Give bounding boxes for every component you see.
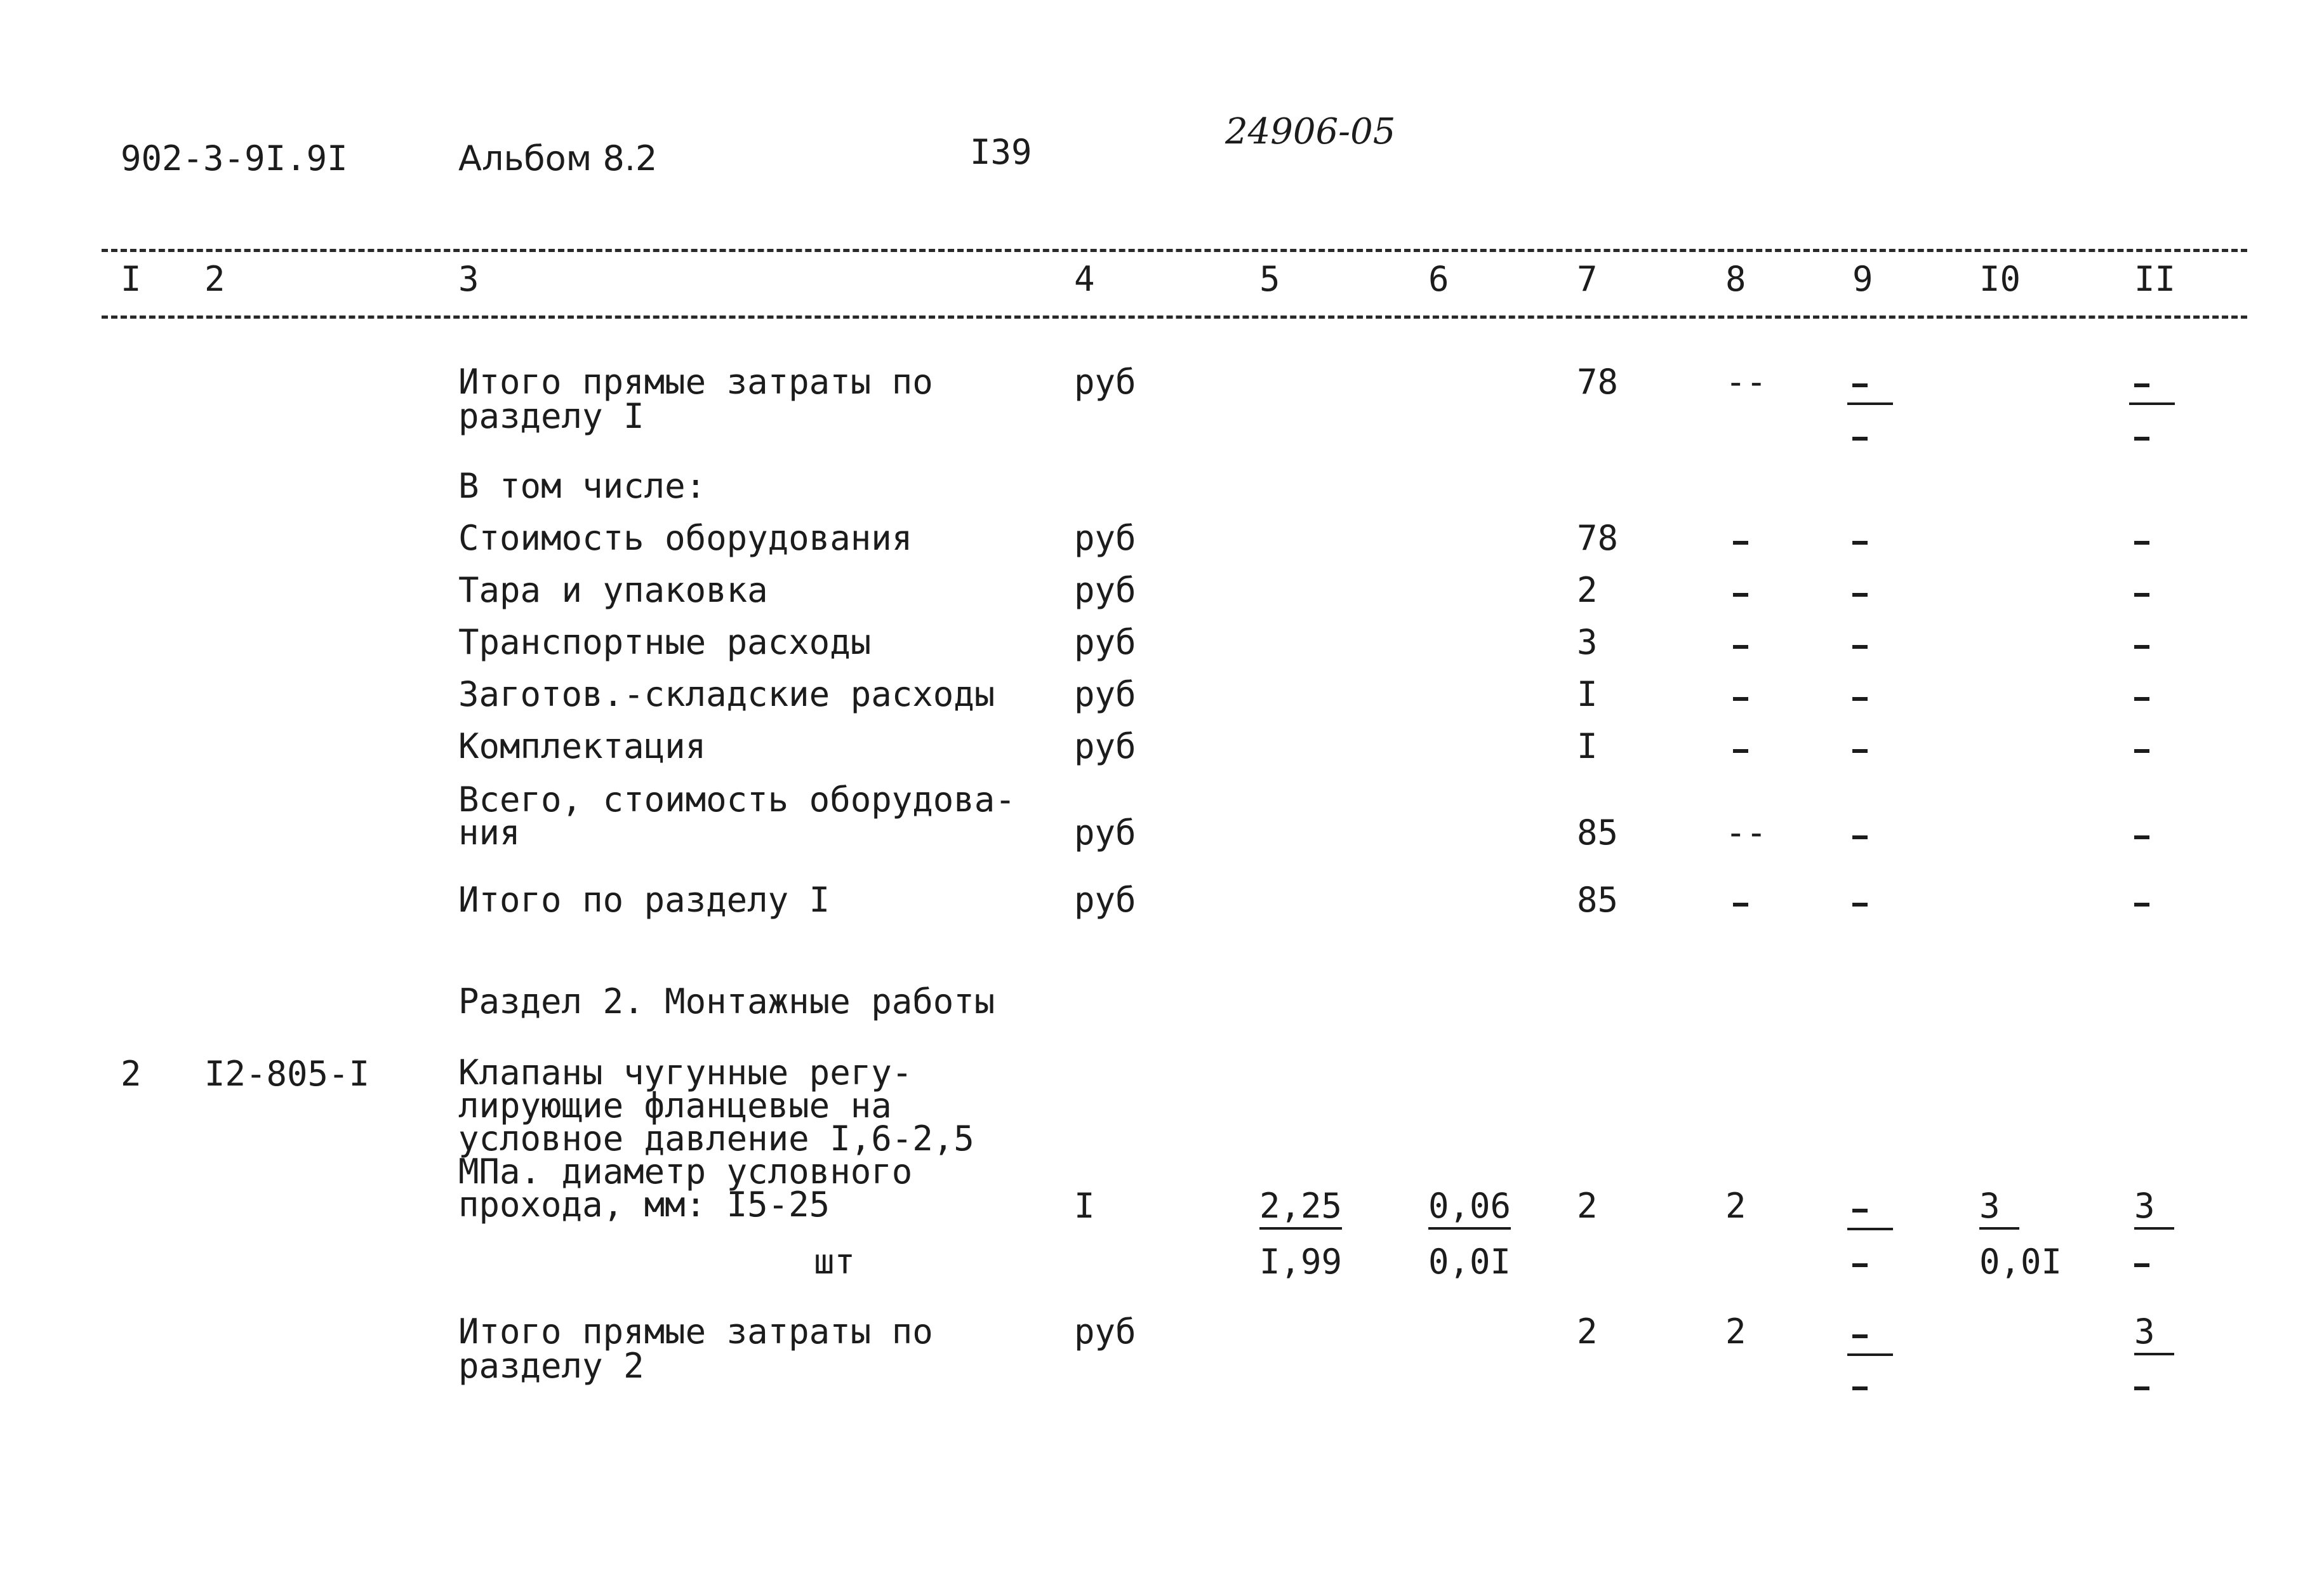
col7-value: 2 xyxy=(1577,1186,1598,1226)
unit-cell: руб xyxy=(1074,813,1136,853)
col8-dash xyxy=(1733,645,1748,649)
row-label-cont: разделу 2 xyxy=(458,1346,644,1386)
col11-dash xyxy=(2134,835,2149,839)
handwritten-number: 24906-05 xyxy=(1225,111,1396,152)
col11-dash xyxy=(2134,645,2149,649)
column-header-7: 7 xyxy=(1577,259,1598,299)
unit-cell: руб xyxy=(1074,726,1136,766)
col9-dash xyxy=(1852,903,1868,907)
unit-cell: руб xyxy=(1074,362,1136,402)
col9-fraction-line xyxy=(1847,402,1893,405)
unit-cell: руб xyxy=(1074,518,1136,558)
col5-bottom-value: I,99 xyxy=(1259,1242,1343,1282)
row-label: Итого по разделу I xyxy=(458,880,830,920)
col11-dash xyxy=(2134,697,2149,701)
col11-top: 3 xyxy=(2134,1186,2174,1230)
row-label: Транспортные расходы xyxy=(458,622,872,662)
section-title: Раздел 2. Монтажные работы xyxy=(458,981,995,1021)
column-header-11: II xyxy=(2134,259,2176,299)
column-header-5: 5 xyxy=(1259,259,1280,299)
col7-value: 3 xyxy=(1577,622,1598,662)
col7-value: 78 xyxy=(1577,518,1619,558)
col7-value: 2 xyxy=(1577,1312,1598,1352)
col7-value: 85 xyxy=(1577,880,1619,920)
unit-cell: руб xyxy=(1074,622,1136,662)
column-header-6: 6 xyxy=(1428,259,1449,299)
col9-dash-bottom xyxy=(1852,437,1868,441)
item-description-line1: Клапаны чугунные регу- xyxy=(458,1053,913,1093)
col9-dash xyxy=(1852,541,1868,545)
quantity-value: I xyxy=(1074,1186,1095,1226)
col7-value: 78 xyxy=(1577,362,1619,402)
col11-dash-bottom xyxy=(2134,1263,2149,1267)
column-header-3: 3 xyxy=(458,259,479,299)
col11-fraction-line xyxy=(2129,402,2175,405)
column-header-8: 8 xyxy=(1725,259,1746,299)
col10-top: 3 xyxy=(1979,1186,2019,1230)
row-label: Итого прямые затраты по xyxy=(458,362,933,402)
col7-value: I xyxy=(1577,726,1598,766)
col8-value: 2 xyxy=(1725,1186,1746,1226)
row-label-cont: ния xyxy=(458,813,521,853)
album-label: Альбом 8.2 xyxy=(458,138,658,178)
item-description-line3: условное давление I,6-2,5 xyxy=(458,1119,974,1159)
col7-value: 2 xyxy=(1577,570,1598,610)
row-label: Всего, стоимость оборудова- xyxy=(458,780,1016,820)
col8-dash xyxy=(1733,541,1748,545)
col9-dash-bottom xyxy=(1852,1263,1868,1267)
column-header-9: 9 xyxy=(1852,259,1873,299)
col11-dash xyxy=(2134,593,2149,597)
header-top-rule xyxy=(102,249,2247,252)
col6-top-value xyxy=(1428,1188,1511,1224)
col9-fraction-line xyxy=(1847,1353,1893,1356)
item-description-line4: МПа. диаметр условного xyxy=(458,1152,913,1192)
col9-dash xyxy=(1852,593,1868,597)
col5-top: 2,25 xyxy=(1259,1186,1342,1230)
col7-value: I xyxy=(1577,674,1598,714)
unit-cell: руб xyxy=(1074,1312,1136,1352)
column-header-1: I xyxy=(121,259,142,299)
position-number: 2 xyxy=(121,1054,142,1094)
document-code: 902-3-9I.9I xyxy=(121,138,348,178)
item-description-line2: лирующие фланцевые на xyxy=(458,1086,892,1126)
column-header-10: I0 xyxy=(1979,259,2021,299)
col9-dash-top xyxy=(1852,1209,1868,1213)
col11-dash-bottom xyxy=(2134,437,2149,441)
col9-dash xyxy=(1852,835,1868,839)
row-label: Стоимость оборудования xyxy=(458,518,913,558)
col9-dash-top xyxy=(1852,1334,1868,1338)
col11-dash-top xyxy=(2134,383,2149,387)
col11-dash xyxy=(2134,541,2149,545)
column-header-4: 4 xyxy=(1074,259,1095,299)
unit-cell: руб xyxy=(1074,674,1136,714)
row-label: В том числе: xyxy=(458,466,707,506)
column-header-2: 2 xyxy=(204,259,225,299)
col11-top-value xyxy=(2134,1314,2174,1350)
unit-cell: руб xyxy=(1074,880,1136,920)
col11-dash xyxy=(2134,749,2149,753)
col9-dash-top xyxy=(1852,383,1868,387)
col8-dash xyxy=(1733,697,1748,701)
rate-code: I2-805-I xyxy=(204,1054,370,1094)
col10-bottom-value: 0,0I xyxy=(1979,1242,2062,1282)
col6-top: 0,06 xyxy=(1428,1186,1511,1230)
col9-dash-bottom xyxy=(1852,1386,1868,1390)
item-description-line5: прохода, мм: I5-25 xyxy=(458,1185,830,1225)
col9-fraction-line xyxy=(1847,1228,1893,1230)
row-label: Заготов.-складские расходы xyxy=(458,674,995,714)
col8-value: -- xyxy=(1725,813,1767,853)
col8-value: -- xyxy=(1725,362,1767,402)
header-bottom-rule xyxy=(102,316,2247,319)
row-label: Комплектация xyxy=(458,726,707,766)
col8-dash xyxy=(1733,749,1748,753)
col11-top-value xyxy=(2134,1188,2174,1224)
unit-of-measure: шт xyxy=(814,1242,856,1282)
col8-dash xyxy=(1733,903,1748,907)
col11-dash-bottom xyxy=(2134,1386,2149,1390)
col9-dash xyxy=(1852,645,1868,649)
col8-value: 2 xyxy=(1725,1312,1746,1352)
col10-top-value xyxy=(1979,1188,2019,1224)
col8-dash xyxy=(1733,593,1748,597)
page-number: I39 xyxy=(970,132,1032,172)
col11-dash xyxy=(2134,903,2149,907)
col9-dash xyxy=(1852,697,1868,701)
col5-top-value xyxy=(1259,1188,1342,1224)
row-label-cont: разделу I xyxy=(458,396,644,436)
unit-cell: руб xyxy=(1074,570,1136,610)
row-label: Тара и упаковка xyxy=(458,570,768,610)
row-label: Итого прямые затраты по xyxy=(458,1312,933,1352)
col9-dash xyxy=(1852,749,1868,753)
col7-value: 85 xyxy=(1577,813,1619,853)
col11-top: 3 xyxy=(2134,1312,2174,1355)
col6-bottom-value: 0,0I xyxy=(1428,1242,1511,1282)
